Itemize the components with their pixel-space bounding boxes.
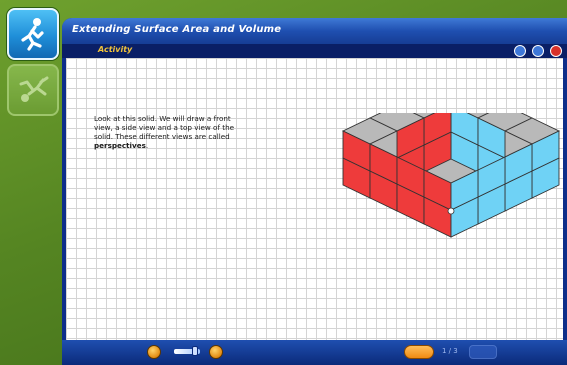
volume-handle[interactable]: [192, 346, 198, 356]
title-bar: [62, 18, 567, 44]
key-term: perspectives: [94, 141, 146, 150]
activity-bar: [62, 44, 567, 58]
sidebar-item-practice[interactable]: [7, 64, 59, 116]
speaker-icon[interactable]: [209, 345, 223, 359]
sidebar-item-activity[interactable]: [7, 8, 59, 60]
instruction-end: .: [145, 141, 149, 150]
lesson-window: [62, 18, 567, 365]
hole-marker: [448, 208, 454, 214]
previous-button[interactable]: [469, 345, 497, 359]
settings-icon[interactable]: [532, 45, 544, 57]
activity-label: Activity: [98, 45, 133, 54]
control-bar: [62, 340, 567, 365]
next-button[interactable]: [404, 345, 434, 359]
running-person-icon: [15, 16, 51, 52]
activity-canvas: [66, 58, 563, 340]
instruction-text: [94, 114, 264, 150]
instruction-line: solid. These different views are called: [94, 132, 230, 141]
isometric-solid: [316, 113, 561, 323]
window-title: Extending Surface Area and Volume: [72, 24, 282, 35]
instruction-line: Look at this solid. We will draw a front: [94, 114, 231, 123]
close-icon[interactable]: [550, 45, 562, 57]
instruction-line: view, a side view and a top view of the: [94, 123, 235, 132]
audio-icon[interactable]: [147, 345, 161, 359]
page-counter: 1 / 3: [442, 347, 458, 355]
tumbling-person-icon: [15, 72, 51, 108]
help-icon[interactable]: [514, 45, 526, 57]
